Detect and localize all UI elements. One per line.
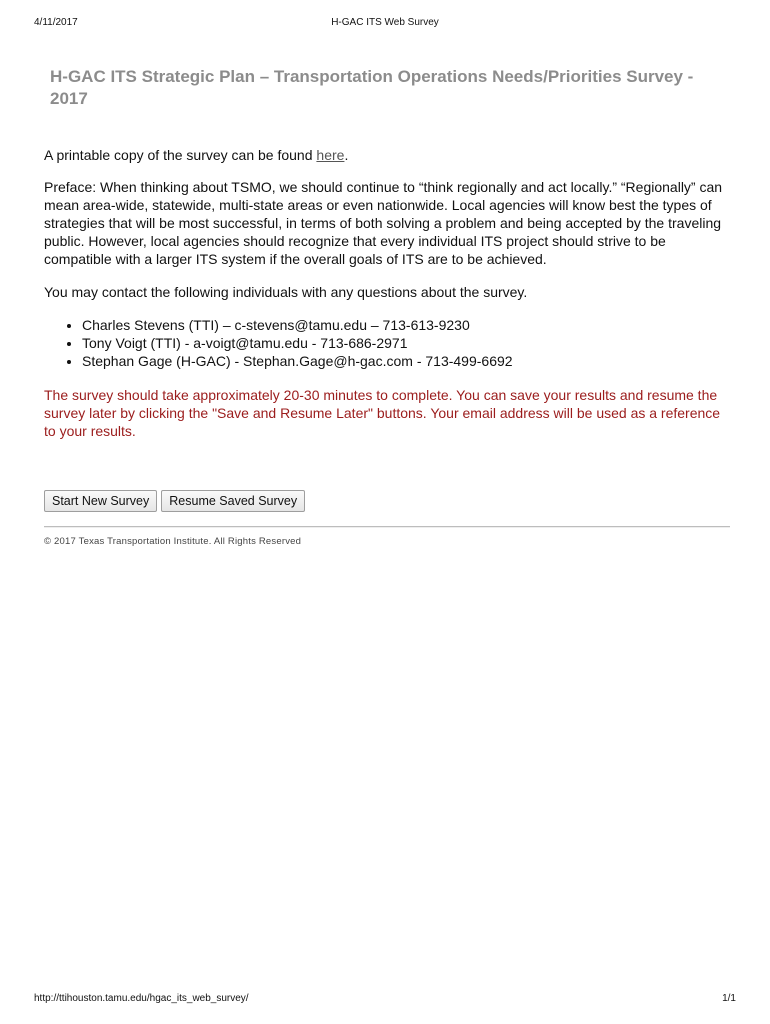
contact-item-tony-voigt: • Tony Voigt (TTI) - a-voigt@tamu.edu - 713-686-2971 bbox=[82, 334, 730, 352]
printable-prefix: A printable copy of the survey can be found bbox=[44, 147, 317, 163]
printable-suffix: . bbox=[344, 147, 349, 163]
page-title: H-GAC ITS Strategic Plan – Transportation Operations Needs/Priorities Survey - 2017 bbox=[50, 67, 694, 108]
survey-notice: The survey should take approximately 20-30 minutes to complete. You can save your results and resume the survey later by clicking the "Save and Resume Later" buttons. Your email address will be used as a reference to your results. bbox=[44, 387, 721, 439]
contact-intro: You may contact the following individuals with any questions about the survey. bbox=[44, 284, 528, 300]
copyright-text: © 2017 Texas Transportation Institute. All Rights Reserved bbox=[44, 536, 302, 547]
print-footer bbox=[34, 993, 736, 1007]
printable-copy-text bbox=[44, 146, 730, 164]
print-page-number: 1/1 bbox=[722, 993, 736, 1004]
contact-item-charles-stevens: • Charles Stevens (TTI) – c-stevens@tamu.edu – 713-613-9230 bbox=[82, 316, 730, 334]
preface-paragraph: Preface: When thinking about TSMO, we should continue to “think regionally and act locally.” “Regionally” can mean area-wide, statewide, multi-state areas or even nationwide. Local agencies will know best the types of strategies that will be most successful, in terms of both solving a problem and being accepted by the traveling public. However, local agencies should recognize that every individual ITS project should strive to be compatible with a larger ITS system if the overall goals of ITS are to be achieved. bbox=[44, 179, 723, 267]
survey-buttons bbox=[44, 490, 730, 512]
print-header bbox=[34, 17, 736, 31]
start-new-survey-button[interactable]: Start New Survey bbox=[44, 490, 157, 512]
print-header-title: H-GAC ITS Web Survey bbox=[331, 17, 439, 28]
contact-item-stephan-gage: • Stephan Gage (H-GAC) - Stephan.Gage@h-gac.com - 713-499-6692 bbox=[82, 352, 730, 370]
print-date: 4/11/2017 bbox=[34, 17, 78, 28]
resume-saved-survey-button[interactable]: Resume Saved Survey bbox=[161, 490, 305, 512]
footer-divider bbox=[44, 526, 730, 528]
contact-list bbox=[44, 316, 730, 370]
print-url: http://ttihouston.tamu.edu/hgac_its_web_survey/ bbox=[34, 993, 249, 1004]
main-content bbox=[44, 66, 730, 547]
printable-copy-link[interactable]: here bbox=[316, 147, 345, 163]
